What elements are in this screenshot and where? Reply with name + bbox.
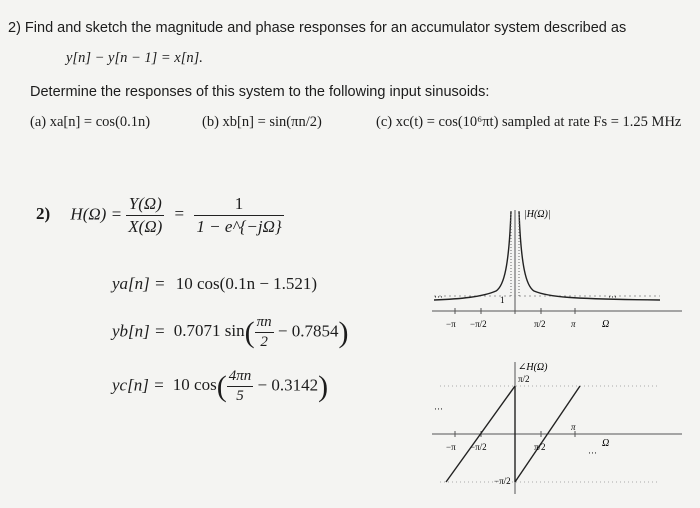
- yc-mid: 10 cos: [172, 375, 217, 395]
- problem-statement: 2) Find and sketch the magnitude and phase responses for an accumulator system described as: [8, 20, 627, 36]
- phase-ylabel: ∠H(Ω): [518, 362, 548, 373]
- yb-frac-num: πn: [255, 314, 274, 333]
- yb-lhs: yb[n] =: [112, 321, 166, 341]
- yc-frac-den: 5: [236, 388, 244, 404]
- phase-bottom-label: −π/2: [494, 476, 511, 486]
- yb-mid: 0.7071 sin: [173, 321, 245, 341]
- magnitude-ylabel: |H(Ω)|: [524, 209, 551, 220]
- h-equals: =: [174, 204, 185, 224]
- yc-frac-num: 4πn: [227, 368, 254, 387]
- magnitude-label-half: π/2: [534, 319, 546, 329]
- yc-fraction: [227, 368, 254, 405]
- yb-equation: [112, 314, 348, 351]
- yc-open-paren: (: [216, 369, 227, 403]
- ya-equation: [112, 274, 317, 294]
- problem-part-b: (b) xb[n] = sin(πn/2): [202, 114, 322, 130]
- magnitude-label-neg-half: −π/2: [470, 319, 487, 329]
- phase-label-neg-half: −π/2: [470, 442, 487, 452]
- magnitude-one-label: 1: [500, 295, 505, 305]
- h-fraction-1: [126, 194, 164, 237]
- problem-equation: y[n] − y[n − 1] = x[n].: [66, 50, 203, 66]
- h-fraction-2-den: 1 − e^{−jΩ}: [196, 217, 282, 236]
- magnitude-curve-right: [519, 211, 660, 300]
- phase-label-neg-pi: −π: [446, 442, 456, 452]
- phase-dots-left: ···: [434, 404, 443, 414]
- magnitude-xlabel: Ω: [602, 319, 610, 330]
- yb-frac-den: 2: [260, 334, 268, 350]
- yc-tail: − 0.3142: [257, 375, 319, 395]
- phase-xlabel: Ω: [602, 438, 610, 449]
- magnitude-dots-left: ···: [434, 292, 443, 302]
- ya-rhs: 10 cos(0.1n − 1.521): [175, 274, 318, 293]
- magnitude-label-pi: π: [571, 319, 576, 329]
- phase-top-label: π/2: [518, 374, 530, 384]
- magnitude-curve-left: [434, 211, 511, 300]
- phase-plot: [420, 356, 700, 504]
- yb-close-paren: ): [338, 315, 349, 349]
- magnitude-plot: [420, 196, 700, 344]
- yb-open-paren: (: [244, 315, 255, 349]
- problem-part-a: (a) xa[n] = cos(0.1n): [30, 114, 151, 130]
- h-fraction-1-num: Y(Ω): [126, 194, 164, 216]
- magnitude-dots-right: ···: [608, 292, 617, 302]
- phase-label-pi: π: [571, 422, 576, 432]
- yc-close-paren: ): [318, 369, 329, 403]
- problem-part-c: (c) xc(t) = cos(10⁶πt) sampled at rate Fs = 1.25 MHz: [376, 114, 682, 130]
- magnitude-label-neg-pi: −π: [446, 319, 456, 329]
- yb-tail: − 0.7854: [277, 321, 339, 341]
- yc-equation: [112, 368, 328, 405]
- solution-label: 2): [36, 204, 51, 224]
- phase-label-half: π/2: [534, 442, 546, 452]
- transfer-function: [36, 194, 284, 237]
- h-lhs: H(Ω) =: [70, 204, 123, 224]
- phase-dots-right: ···: [588, 448, 597, 458]
- h-fraction-2: [194, 194, 283, 237]
- h-fraction-2-num: 1: [194, 194, 283, 216]
- yb-fraction: [255, 314, 274, 351]
- h-fraction-1-den: X(Ω): [128, 217, 163, 236]
- problem-instruction: Determine the responses of this system to the following input sinusoids:: [30, 84, 490, 100]
- ya-lhs: ya[n] =: [112, 274, 166, 293]
- yc-lhs: yc[n] =: [112, 375, 165, 395]
